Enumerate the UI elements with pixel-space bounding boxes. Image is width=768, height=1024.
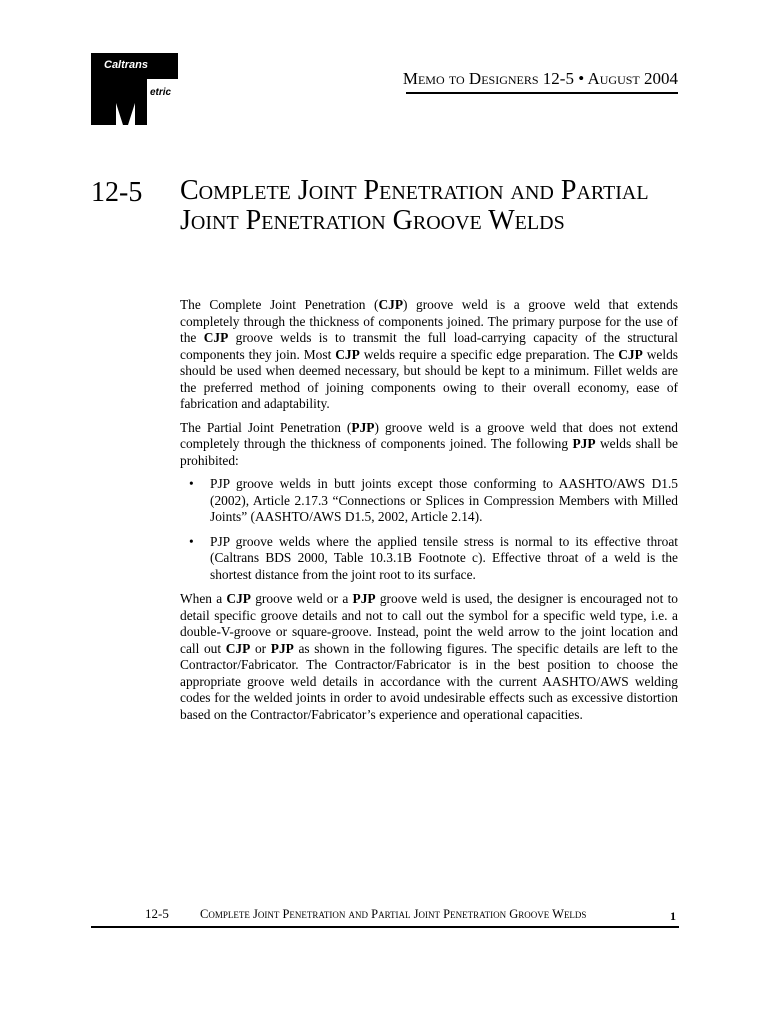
footer-rule (91, 926, 679, 928)
page-number: 1 (670, 909, 676, 923)
section-title-line-1: Complete Joint Penetration and Partial (180, 175, 649, 206)
memo-header: Memo to Designers 12-5 • August 2004 (402, 69, 678, 88)
paragraph-pjp: The Partial Joint Penetration (PJP) groove weld is a groove weld that does not extend completely through the thickness of components joined. The following PJP welds shall be prohibited: (180, 419, 678, 468)
list-item: • PJP groove welds in butt joints except those conforming to AASHTO/AWS D1.5 (2002), Article 2.17.3 “Connections or Splices in Compression Members with Milled Joints” (AASHTO/AWS D1.5, 2002, Article 2.14). (189, 476, 678, 524)
bullet-icon: • (189, 533, 194, 549)
paragraph-cjp: The Complete Joint Penetration (CJP) groove weld is a groove weld that extends completely through the thickness of components joined. The primary purpose for the use of the CJP groove welds is to transmit the full load-carrying capacity of the structural components they join. Most CJP welds require a specific edge preparation. The CJP welds should be used when deemed necessary, but should be kept to a minimum. Fillet welds are the preferred method of joining components owing to their overall economy, ease of fabrication and adaptability. (180, 297, 678, 411)
logo-etric-text: etric (150, 87, 172, 98)
prohibited-list (180, 476, 678, 583)
caltrans-metric-logo (91, 53, 178, 125)
footer-section-number: 12-5 (145, 906, 169, 921)
header-rule (406, 92, 678, 94)
footer-title: Complete Joint Penetration and Partial Joint Penetration Groove Welds (200, 907, 587, 921)
section-title (180, 176, 690, 236)
paragraph-designer-guidance: When a CJP groove weld or a PJP groove weld is used, the designer is encouraged not to detail specific groove details and not to call out the symbol for a specific weld type, i.e. a double-V-groove or square-groove. Instead, point the weld arrow to the joint location and call out CJP or PJP as shown in the following figures. The specific details are left to the Contractor/Fabricator. The Contractor/Fabricator is in the best position to choose the appropriate groove weld details in accordance with the current AASHTO/AWS welding codes for the welded joints in order to avoid undesirable effects such as excessive distortion based on the Contractor/Fabricator’s experience and operational capacities. (180, 591, 678, 722)
body-text (180, 297, 678, 730)
section-number: 12-5 (91, 177, 143, 208)
list-item: • PJP groove welds where the applied tensile stress is normal to its effective throat (Caltrans BDS 2000, Table 10.3.1B Footnote c). Effective throat of a weld is the shortest distance from the joint root to its surface. (189, 533, 678, 582)
logo-caltrans-text: Caltrans (104, 59, 149, 71)
section-title-line-2: Joint Penetration Groove Welds (180, 205, 565, 236)
bullet-icon: • (189, 476, 194, 491)
